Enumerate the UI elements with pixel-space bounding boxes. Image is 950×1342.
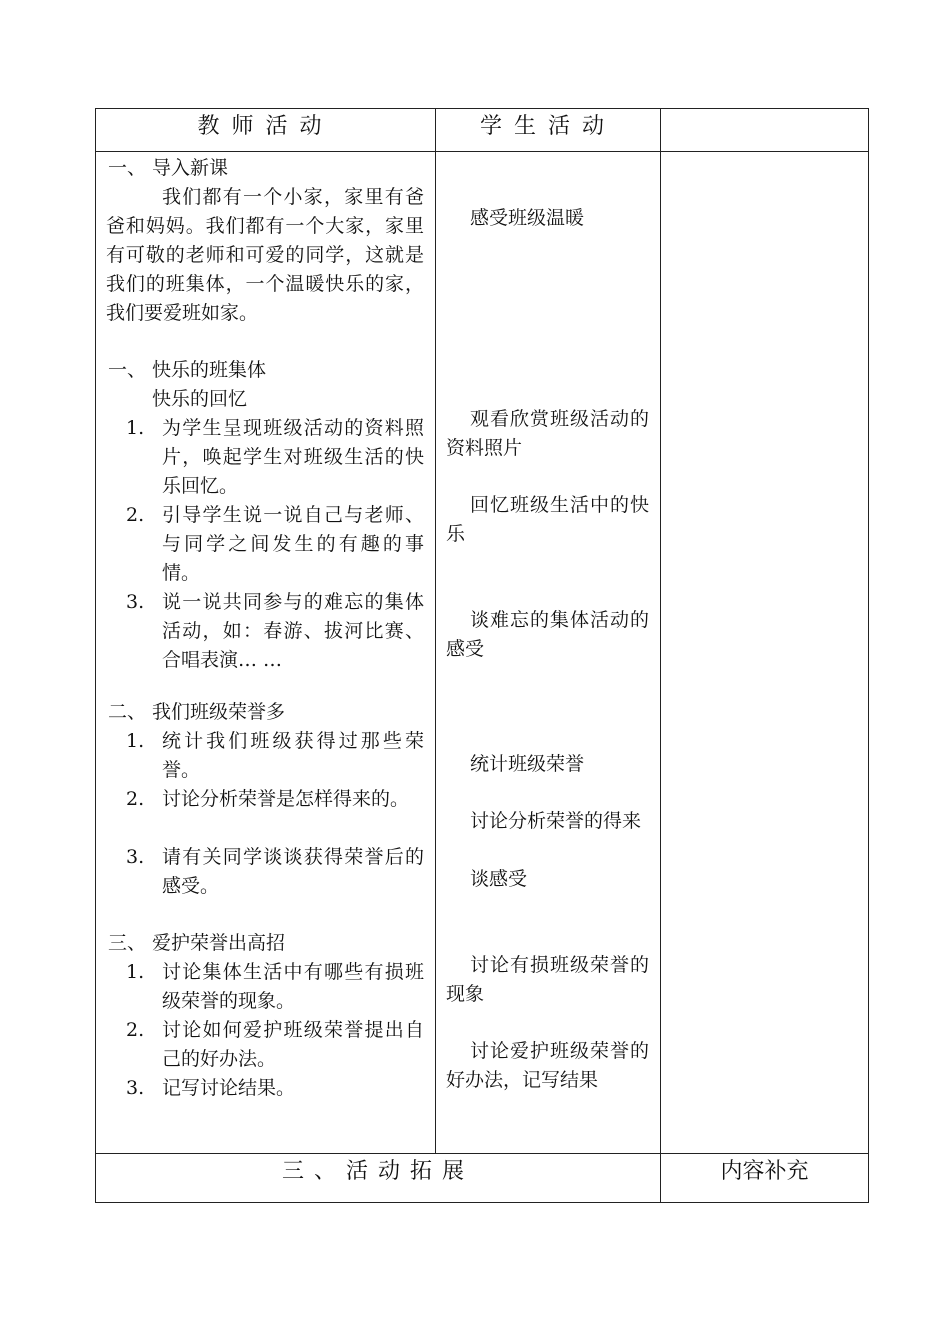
list-item: 2. 讨论分析荣誉是怎样得来的。 <box>126 788 410 810</box>
lesson-plan-table <box>95 108 869 1203</box>
student-activity-1: 感受班级温暖 <box>470 207 585 229</box>
blank-header <box>661 109 869 152</box>
section-honor-title: 二、 我们班级荣誉多 <box>108 701 286 723</box>
list-item: 3. 请有关同学谈谈获得荣誉后的感受。 <box>126 846 424 897</box>
student-activity-2: 观看欣赏班级活动的资料照片 <box>446 408 649 459</box>
content-row <box>96 152 869 1154</box>
student-activity-3: 回忆班级生活中的快乐 <box>446 494 649 545</box>
student-activity-9: 讨论爱护班级荣誉的好办法，记写结果 <box>446 1040 649 1091</box>
student-activity-8: 讨论有损班级荣誉的现象 <box>446 954 649 1005</box>
list-item: 3. 记写讨论结果。 <box>126 1077 296 1099</box>
list-item: 3. 说一说共同参与的难忘的集体活动，如：春游、拔河比赛、合唱表演… … <box>126 591 424 671</box>
list-item: 1. 讨论集体生活中有哪些有损班级荣誉的现象。 <box>126 961 424 1012</box>
section-intro-title: 一、 导入新课 <box>108 157 229 179</box>
student-activity-header: 学生活动 <box>436 109 661 152</box>
list-item: 1. 统计我们班级获得过那些荣誉。 <box>126 730 424 781</box>
list-item: 2. 讨论如何爱护班级荣誉提出自己的好办法。 <box>126 1019 424 1070</box>
student-activity-7: 谈感受 <box>470 868 528 890</box>
activity-extension-cell: 三、活动拓展 <box>96 1154 661 1203</box>
section-protect-title: 三、 爱护荣誉出高招 <box>108 932 286 954</box>
teacher-activity-cell <box>96 152 436 1154</box>
header-row <box>96 109 869 152</box>
section-happy-subtitle: 快乐的回忆 <box>152 388 248 410</box>
section-intro-text: 我们都有一个小家，家里有爸爸和妈妈。我们都有一个大家，家里有可敬的老师和可爱的同学，这就是我们的班集体，一个温暖快乐的家，我们要爱班如家。 <box>106 186 424 324</box>
list-item: 1. 为学生呈现班级活动的资料照片，唤起学生对班级生活的快乐回忆。 <box>126 417 424 497</box>
teacher-activity-header: 教师活动 <box>96 109 436 152</box>
student-activity-cell <box>436 152 661 1154</box>
list-item: 2. 引导学生说一说自己与老师、与同学之间发生的有趣的事情。 <box>126 504 424 584</box>
student-activity-4: 谈难忘的集体活动的感受 <box>446 609 649 660</box>
student-activity-5: 统计班级荣誉 <box>470 753 585 775</box>
notes-cell <box>661 152 869 1154</box>
content-supplement-cell: 内容补充 <box>661 1154 869 1203</box>
footer-row <box>96 1154 869 1203</box>
student-activity-6: 讨论分析荣誉的得来 <box>470 810 642 832</box>
section-happy-title: 一、 快乐的班集体 <box>108 359 267 381</box>
